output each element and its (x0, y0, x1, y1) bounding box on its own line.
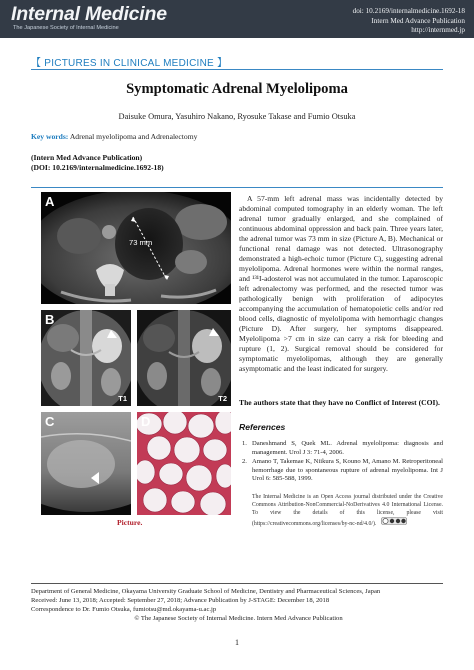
journal-header (0, 0, 474, 38)
journal-url-link[interactable]: http://internmed.jp (411, 26, 465, 35)
section-divider (31, 69, 443, 70)
publication-line: Intern Med Advance Publication (371, 16, 465, 25)
page-number: 1 (235, 638, 239, 647)
reference-item (239, 458, 443, 484)
case-paragraph: A 57-mm left adrenal mass was incidentally detected by abdominal computed tomography in an elderly woman. The left adrenal tumor gradually enlarged, and she complained of continuous abdominal oppression and back pain. Three years later, the adrenal tumor was 73 mm in size (Picture A, B). Mechanical or functional renal damage was not detected. Ultrasonography demonstrated a high-echoic tumor (Picture C), suggesting adrenal myelolipoma. Adrenal hormones were within the normal ranges, and ¹³¹I-adosterol was not accumulated in the tumor. Laparoscopic left adrenalectomy was performed, and the resected tumor was pathologically benign with proliferation of adipocytes accompanying the accumulation of hematopoietic cells and/or red blood cells, diagnostic of myelolipoma with hemorrhagic changes (Picture D). After surgery, her symptoms disappeared. Myelolipoma >7 cm in size can carry a risk for bleeding and rupture (1, 2). Surgical removal should be considered for symptomatic myelolipomas, although they are generally asymptomatic and the least indicated for surgery. (239, 194, 443, 373)
panel-c-ultrasound-image (41, 412, 131, 515)
license-notice (252, 494, 443, 529)
keywords-label: Key words: (31, 132, 69, 141)
section-tag: 【 PICTURES IN CLINICAL MEDICINE 】 (31, 58, 228, 69)
figure-panels (41, 192, 231, 527)
panel-b-t2-label: T2 (218, 394, 227, 403)
panel-b-label: B (45, 312, 55, 327)
publication-info (353, 7, 465, 36)
society-name: The Japanese Society of Internal Medicine (13, 25, 119, 31)
keywords-value: Adrenal myelolipoma and Adrenalectomy (69, 132, 198, 141)
reference-item (239, 440, 443, 457)
tumor-size-annotation: 73 mm (129, 238, 153, 247)
cc-by-nc-nd-icon (381, 517, 407, 529)
license-text: The Internal Medicine is an Open Access journal distributed under the Creative Commons Attribution-NonCommercial-NoDerivatives 4.0 International License. To view the details of this license, please visit (https://creativecommons.org/licenses/by-nc-nd/4.0/). (252, 494, 443, 528)
article-title: Symptomatic Adrenal Myelolipoma (126, 81, 348, 97)
panel-a-ct-image (41, 192, 231, 304)
section-divider-lower (31, 187, 443, 188)
publication-note-line1: (Intern Med Advance Publication) (31, 153, 143, 162)
conflict-of-interest-statement: The authors state that they have no Conflict of Interest (COI). (239, 398, 440, 407)
reference-list (239, 440, 443, 485)
doi-line: doi: 10.2169/internalmedicine.1692-18 (352, 7, 465, 15)
article-dates: Received: June 13, 2018; Accepted: September 27, 2018; Advance Publication by J-STAGE: December 18, 2018 (31, 597, 330, 604)
affiliation: Department of General Medicine, Okayama University Graduate School of Medicine, Dentistry and Pharmaceutical Sciences, Japan (31, 588, 381, 595)
reference-text: Amano T, Takemae K, Niikura S, Kouno M, Amano M. Retroperitoneal hemorrhage due to spontaneous rupture of adrenal myelolipoma. Int J Urol 6: 585-588, 1999. (252, 458, 443, 483)
correspondence: Correspondence to Dr. Fumio Otsuka, fumiotsu@md.okayama-u.ac.jp (31, 606, 217, 613)
panel-a-label: A (45, 194, 55, 209)
reference-number: 1. (242, 440, 247, 447)
article-footer (31, 587, 446, 623)
keywords (31, 132, 197, 141)
journal-name: Internal Medicine (11, 3, 167, 25)
panel-d-label: D (141, 414, 151, 429)
panel-b-mri-t1-image (41, 310, 131, 406)
panel-d-histology-image (137, 412, 231, 515)
panel-c-label: C (45, 414, 55, 429)
publication-note (31, 153, 164, 173)
footer-divider (31, 583, 443, 584)
reference-number: 2. (242, 458, 247, 466)
panel-b-mri-t2-image (137, 310, 231, 406)
reference-text: Daneshmand S, Quek ML. Adrenal myelolipoma: diagnosis and management. Urol J 3: 71-4, 2006. (252, 440, 443, 456)
figure-caption: Picture. (117, 518, 143, 527)
publication-note-doi: (DOI: 10.2169/internalmedicine.1692-18) (31, 163, 164, 172)
case-description (239, 194, 443, 374)
author-list: Daisuke Omura, Yasuhiro Nakano, Ryosuke Takase and Fumio Otsuka (118, 112, 356, 121)
references-heading: References (239, 422, 286, 432)
panel-b-t1-label: T1 (118, 394, 127, 403)
copyright: © The Japanese Society of Internal Medicine. Intern Med Advance Publication (134, 615, 343, 622)
